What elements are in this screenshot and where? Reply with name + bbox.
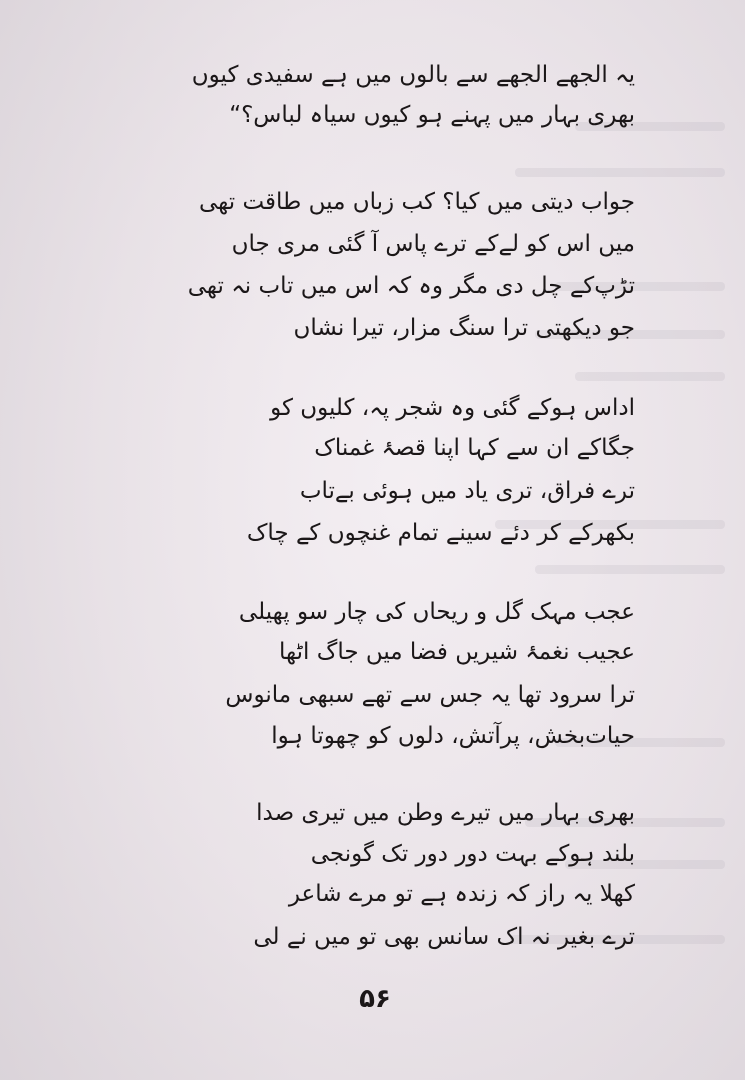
poem-line: عجیب نغمۂ شیریں فضا میں جاگ اٹھا	[279, 639, 635, 665]
poem-line: بھری بہار میں تیرے وطن میں تیری صدا	[256, 800, 635, 826]
poem-line: کھلا یہ راز کہ زندہ ہے تو مرے شاعر	[288, 881, 635, 907]
poem-line: بلند ہوکے بہت دور دور تک گونجی	[310, 841, 635, 867]
poem-line: ترے فراق، تری یاد میں ہوئی بےتاب	[299, 478, 635, 504]
bleed-through-mark	[575, 372, 725, 381]
poem-line: میں اس کو لےکے ترے پاس آ گئی مری جاں	[231, 231, 635, 257]
poem-line: یہ الجھے الجھے سے بالوں میں ہے سفیدی کیوں	[191, 62, 635, 88]
poem-line: جواب دیتی میں کیا؟ کب زباں میں طاقت تھی	[198, 189, 635, 215]
bleed-through-mark	[515, 168, 725, 177]
poem-line: ترے بغیر نہ اک سانس بھی تو میں نے لی	[253, 924, 635, 950]
poem-line: بکھرکے کر دئے سینے تمام غنچوں کے چاک	[246, 520, 635, 546]
poem-line: جگاکے ان سے کہا اپنا قصۂ غمناک	[314, 435, 635, 461]
bleed-through-mark	[535, 565, 725, 574]
poem-line: بھری بہار میں پہنے ہو کیوں سیاہ لباس؟“	[229, 102, 635, 128]
poem-line: عجب مہک گل و ریحاں کی چار سو پھیلی	[238, 599, 635, 625]
page-number: ۵۶	[359, 984, 391, 1014]
poem-line: تڑپ‌کے چل دی مگر وہ کہ اس میں تاب نہ تھی	[187, 273, 635, 299]
poem-line: حیات‌بخش، پرآتش، دلوں کو چھوتا ہوا	[271, 723, 635, 749]
poem-line: اداس ہوکے گئی وہ شجر پہ، کلیوں کو	[270, 395, 635, 421]
poem-line: ترا سرود تھا یہ جس سے تھے سبھی مانوس	[225, 682, 635, 708]
poem-line: جو دیکھتی ترا سنگ مزار، تیرا نشاں	[293, 315, 635, 341]
